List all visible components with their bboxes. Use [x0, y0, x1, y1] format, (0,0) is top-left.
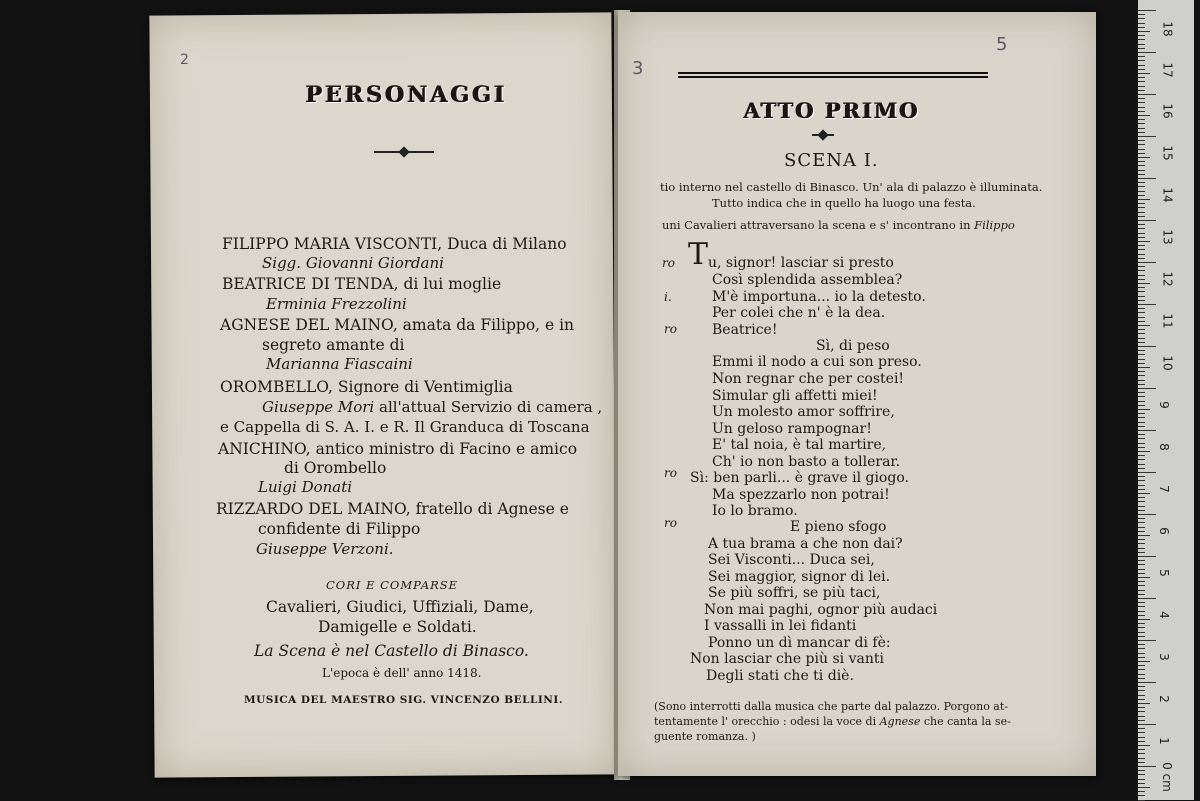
ruler-tick	[1138, 149, 1145, 150]
ruler-tick	[1138, 203, 1145, 204]
ruler-tick	[1138, 472, 1156, 473]
ruler-tick	[1138, 518, 1145, 519]
ruler-tick	[1138, 426, 1145, 427]
ruler-tick	[1138, 409, 1150, 410]
ruler-tick	[1138, 367, 1150, 368]
ruler-tick	[1138, 325, 1150, 326]
ruler-tick	[1138, 140, 1145, 141]
ruler-tick	[1138, 510, 1145, 511]
verse-line: Per colei che n' è la dea.	[712, 305, 886, 321]
ruler-tick	[1138, 674, 1145, 675]
ruler-label: 0 cm	[1159, 762, 1174, 792]
ruler-tick	[1138, 262, 1156, 263]
verse-line: Ch' io non basto a tollerar.	[712, 454, 901, 470]
ruler-tick	[1138, 678, 1145, 679]
ruler-tick	[1138, 716, 1145, 717]
ruler-tick	[1138, 207, 1145, 208]
ruler-tick	[1138, 682, 1156, 683]
scene-description-1: tio interno nel castello di Binasco. Un' ala di palazzo è illuminata.	[660, 180, 1043, 194]
ruler-tick	[1138, 661, 1150, 662]
ruler-tick	[1138, 333, 1145, 334]
ruler-tick	[1138, 493, 1150, 494]
ruler-tick	[1138, 170, 1145, 171]
ruler-tick	[1138, 153, 1145, 154]
verse-line: Ma spezzarlo non potrai!	[712, 487, 890, 503]
ruler-tick	[1138, 48, 1145, 49]
ruler-tick	[1138, 690, 1145, 691]
ruler-tick	[1138, 791, 1145, 792]
verse-line: Sì, di peso	[816, 338, 890, 354]
ruler-tick	[1138, 10, 1156, 11]
flourish-ornament	[374, 147, 434, 157]
ruler-tick	[1138, 317, 1145, 318]
ruler-tick	[1138, 107, 1145, 108]
verse-line: Non regnar che per costei!	[712, 371, 905, 387]
ruler-tick	[1138, 245, 1145, 246]
cori-line-2: Damigelle e Soldati.	[318, 618, 477, 636]
ruler-tick	[1138, 18, 1145, 19]
cast-name-cont: confidente di Filippo	[258, 520, 421, 538]
ruler-tick	[1138, 443, 1145, 444]
ruler-tick	[1138, 98, 1145, 99]
scene-description-text: uni Cavalieri attraversano la scena e s' incontrano in	[662, 218, 971, 232]
ruler-tick	[1138, 157, 1150, 158]
ruler-tick	[1138, 770, 1145, 771]
ruler-tick	[1138, 745, 1150, 746]
ruler-tick	[1138, 581, 1145, 582]
musica-credit: MUSICA DEL MAESTRO SIG. VINCENZO BELLINI.	[244, 694, 563, 706]
ruler-tick	[1138, 312, 1145, 313]
ruler-tick	[1138, 737, 1145, 738]
ruler-label: 13	[1160, 229, 1175, 245]
verse-line: A tua brama a che non dai?	[708, 536, 903, 552]
stage-direction-2	[654, 715, 1011, 728]
cast-note-cont: e Cappella di S. A. I. e R. Il Granduca di Toscana	[220, 418, 590, 436]
ruler-tick	[1138, 287, 1145, 288]
cast-name: OROMBELLO, Signore di Ventimiglia	[220, 378, 513, 396]
ruler-tick	[1138, 279, 1145, 280]
scene-description-3	[662, 218, 1015, 232]
ruler-tick	[1138, 14, 1145, 15]
ruler-tick	[1138, 514, 1156, 515]
ruler-label: 18	[1160, 21, 1175, 37]
personaggi-title: PERSONAGGI	[306, 82, 508, 108]
ruler-tick	[1138, 653, 1145, 654]
ruler-tick	[1138, 191, 1145, 192]
ruler-tick	[1138, 430, 1156, 431]
ruler-tick	[1138, 371, 1145, 372]
ruler-tick	[1138, 699, 1145, 700]
ruler-tick	[1138, 65, 1145, 66]
ruler-tick	[1138, 644, 1145, 645]
ruler-label: 3	[1156, 653, 1171, 661]
cast-name-cont: segreto amante di	[262, 336, 405, 354]
ruler-tick	[1138, 195, 1145, 196]
ruler-label: 16	[1160, 103, 1175, 119]
verse-line: Io lo bramo.	[712, 503, 798, 519]
ruler-tick	[1138, 128, 1145, 129]
speaker-cue: ro	[664, 322, 677, 336]
ruler-tick	[1138, 111, 1145, 112]
ruler-label: 4	[1156, 611, 1171, 619]
ruler-tick	[1138, 296, 1145, 297]
ruler-tick	[1138, 594, 1145, 595]
ruler-tick	[1138, 732, 1145, 733]
ruler-label: 14	[1160, 187, 1175, 203]
cori-line-1: Cavalieri, Giudici, Uffiziali, Dame,	[266, 598, 534, 616]
ruler-tick	[1138, 774, 1145, 775]
ruler-tick	[1138, 384, 1145, 385]
ruler-label: 11	[1160, 313, 1175, 329]
ruler-tick	[1138, 598, 1156, 599]
ruler-tick	[1138, 451, 1150, 452]
ruler-label: 15	[1160, 145, 1175, 161]
ruler-tick	[1138, 766, 1156, 767]
cast-name: BEATRICE DI TENDA, di lui moglie	[222, 275, 502, 293]
verse-line: Ponno un dì mancar di fè:	[708, 635, 891, 651]
ruler-tick	[1138, 447, 1145, 448]
ruler-tick	[1138, 438, 1145, 439]
ruler-tick	[1138, 590, 1145, 591]
ruler-tick	[1138, 501, 1145, 502]
ruler-tick	[1138, 413, 1145, 414]
ruler-tick	[1138, 531, 1145, 532]
ruler-tick	[1138, 434, 1145, 435]
verse-line: E' tal noia, è tal martire,	[712, 437, 887, 453]
cast-name: FILIPPO MARIA VISCONTI, Duca di Milano	[222, 235, 567, 253]
ruler-tick	[1138, 212, 1145, 213]
ruler-tick	[1138, 405, 1145, 406]
ruler-label: 10	[1160, 355, 1175, 371]
ruler-tick	[1138, 300, 1145, 301]
ruler-tick	[1138, 552, 1145, 553]
verse-line: Simular gli affetti miei!	[712, 388, 878, 404]
ruler-tick	[1138, 392, 1145, 393]
verse-line: Un geloso rampognar!	[712, 421, 872, 437]
ruler-tick	[1138, 249, 1145, 250]
ruler-tick	[1138, 539, 1145, 540]
ruler-tick	[1138, 762, 1145, 763]
atto-title: ATTO PRIMO	[744, 98, 920, 123]
header-rule	[678, 72, 988, 84]
ruler-tick	[1138, 23, 1145, 24]
ruler-tick	[1138, 39, 1145, 40]
ruler-tick	[1138, 258, 1145, 259]
ruler-tick	[1138, 275, 1145, 276]
ruler-tick	[1138, 31, 1150, 32]
verse-line: Non lasciar che più si vanti	[690, 651, 884, 667]
cori-title: CORI E COMPARSE	[326, 578, 459, 592]
verse-line: Non mai paghi, ognor più audaci	[704, 602, 938, 618]
ruler-tick	[1138, 535, 1150, 536]
ruler-tick	[1138, 359, 1145, 360]
ruler-tick	[1138, 695, 1145, 696]
ruler-tick	[1138, 703, 1150, 704]
ruler-tick	[1138, 224, 1145, 225]
ruler-tick	[1138, 396, 1145, 397]
measuring-ruler	[1138, 0, 1194, 800]
ruler-tick	[1138, 102, 1145, 103]
ruler-tick	[1138, 363, 1145, 364]
stage-direction-text: tentamente l' orecchio : odesi la voce di	[654, 715, 877, 728]
pencil-page-number-corner: 5	[996, 34, 1008, 55]
ruler-tick	[1138, 346, 1156, 347]
ruler-tick	[1138, 741, 1145, 742]
ruler-tick	[1138, 342, 1145, 343]
ruler-tick	[1138, 611, 1145, 612]
ruler-tick	[1138, 459, 1145, 460]
epoca-line: L'epoca è dell' anno 1418.	[322, 666, 482, 680]
ruler-tick	[1138, 237, 1145, 238]
ruler-tick	[1138, 573, 1145, 574]
character-name: Filippo	[974, 218, 1015, 232]
ruler-tick	[1138, 329, 1145, 330]
ruler-tick	[1138, 615, 1145, 616]
ruler-tick	[1138, 241, 1150, 242]
speaker-cue: ro	[662, 256, 675, 270]
ruler-tick	[1138, 233, 1145, 234]
ruler-tick	[1138, 560, 1145, 561]
ruler-tick	[1138, 228, 1145, 229]
ruler-tick	[1138, 304, 1156, 305]
scena-title: SCENA I.	[784, 150, 879, 171]
speaker-cue: i.	[664, 290, 672, 304]
ruler-tick	[1138, 308, 1145, 309]
ruler-tick	[1138, 602, 1145, 603]
ruler-tick	[1138, 350, 1145, 351]
verse-line: Sei maggior, signor di lei.	[708, 569, 891, 585]
cast-name: AGNESE DEL MAINO, amata da Filippo, e in	[220, 316, 575, 334]
ruler-tick	[1138, 161, 1145, 162]
ruler-label: 5	[1156, 569, 1171, 577]
ruler-tick	[1138, 27, 1145, 28]
pencil-page-number-right: 3	[632, 58, 644, 79]
ruler-tick	[1138, 753, 1145, 754]
stage-direction-3: guente romanza. )	[654, 730, 756, 743]
ruler-tick	[1138, 199, 1150, 200]
ruler-tick	[1138, 506, 1145, 507]
ruler-tick	[1138, 73, 1150, 74]
cast-performer: Marianna Fiascaini	[266, 355, 413, 373]
ruler-tick	[1138, 90, 1145, 91]
ruler-tick	[1138, 489, 1145, 490]
ruler-tick	[1138, 485, 1145, 486]
verse-line: Sì: ben parli... è grave il giogo.	[690, 470, 909, 486]
drop-cap: T	[688, 237, 709, 272]
ruler-tick	[1138, 627, 1145, 628]
ruler-tick	[1138, 266, 1145, 267]
ruler-tick	[1138, 543, 1145, 544]
ruler-tick	[1138, 56, 1145, 57]
ruler-tick	[1138, 669, 1145, 670]
ruler-label: 9	[1156, 401, 1171, 409]
ruler-tick	[1138, 165, 1145, 166]
ruler-tick	[1138, 476, 1145, 477]
verse-line: E pieno sfogo	[790, 519, 887, 535]
ruler-tick	[1138, 564, 1145, 565]
ruler-tick	[1138, 795, 1145, 796]
ruler-tick	[1138, 354, 1145, 355]
ruler-tick	[1138, 401, 1145, 402]
cast-performer: Erminia Frezzolini	[266, 295, 407, 313]
ruler-tick	[1138, 686, 1145, 687]
ruler-tick	[1138, 556, 1156, 557]
cast-performer: Giuseppe Verzoni.	[256, 540, 394, 558]
ruler-tick	[1138, 216, 1145, 217]
verse-line: Così splendida assemblea?	[712, 272, 903, 288]
stage-direction-text: che canta la se-	[923, 715, 1011, 728]
ruler-tick	[1138, 144, 1145, 145]
verse-line: Degli stati che ti diè.	[706, 668, 854, 684]
ruler-label: 7	[1156, 485, 1171, 493]
ruler-tick	[1138, 178, 1156, 179]
cast-performer-line	[262, 398, 602, 417]
ruler-tick	[1138, 132, 1145, 133]
ruler-tick	[1138, 380, 1145, 381]
ruler-tick	[1138, 123, 1145, 124]
ruler-tick	[1138, 640, 1156, 641]
ruler-tick	[1138, 707, 1145, 708]
cast-performer: Giuseppe Mori	[262, 398, 375, 416]
ruler-tick	[1138, 270, 1145, 271]
character-name: Agnese	[879, 715, 921, 728]
ruler-tick	[1138, 388, 1156, 389]
ruler-tick	[1138, 136, 1156, 137]
ruler-tick	[1138, 569, 1145, 570]
ruler-tick	[1138, 94, 1156, 95]
verse-line: Sei Visconti... Duca sei,	[708, 552, 875, 568]
verse-line: Emmi il nodo a cui son preso.	[712, 354, 922, 370]
ruler-label: 1	[1156, 737, 1171, 745]
cast-name-cont: di Orombello	[284, 459, 387, 477]
ruler-tick	[1138, 480, 1145, 481]
ruler-tick	[1138, 81, 1145, 82]
ruler-tick	[1138, 724, 1156, 725]
ruler-tick	[1138, 52, 1156, 53]
ruler-tick	[1138, 548, 1145, 549]
cast-note: all'attual Servizio di camera ,	[379, 398, 603, 416]
ruler-tick	[1138, 648, 1145, 649]
ruler-label: 2	[1156, 695, 1171, 703]
ruler-tick	[1138, 338, 1145, 339]
flourish-ornament	[812, 130, 834, 140]
verse-line: Un molesto amor soffrire,	[712, 404, 895, 420]
ruler-tick	[1138, 254, 1145, 255]
scena-location: La Scena è nel Castello di Binasco.	[254, 642, 529, 660]
ruler-tick	[1138, 186, 1145, 187]
cast-name: ANICHINO, antico ministro di Facino e amico	[218, 440, 578, 458]
stage-direction-1: (Sono interrotti dalla musica che parte dal palazzo. Porgono at-	[654, 700, 1009, 713]
ruler-tick	[1138, 283, 1150, 284]
ruler-tick	[1138, 636, 1145, 637]
ruler-label: 6	[1156, 527, 1171, 535]
ruler-tick	[1138, 779, 1145, 780]
verse-line: u, signor! lasciar si presto	[708, 255, 894, 271]
ruler-label: 8	[1156, 443, 1171, 451]
verse-line: Se più soffri, se più taci,	[708, 585, 881, 601]
ruler-tick	[1138, 606, 1145, 607]
verse-line: Beatrice!	[712, 322, 778, 338]
cast-name: RIZZARDO DEL MAINO, fratello di Agnese e	[216, 500, 569, 518]
ruler-tick	[1138, 60, 1145, 61]
ruler-tick	[1138, 657, 1145, 658]
ruler-tick	[1138, 468, 1145, 469]
cast-performer: Sigg. Giovanni Giordani	[262, 254, 444, 272]
ruler-tick	[1138, 35, 1145, 36]
verse-line: I vassalli in lei fidanti	[704, 618, 857, 634]
ruler-tick	[1138, 758, 1145, 759]
ruler-tick	[1138, 665, 1145, 666]
ruler-tick	[1138, 464, 1145, 465]
ruler-tick	[1138, 375, 1145, 376]
ruler-tick	[1138, 787, 1150, 788]
ruler-tick	[1138, 522, 1145, 523]
ruler-tick	[1138, 577, 1150, 578]
speaker-cue: ro	[664, 466, 677, 480]
ruler-tick	[1138, 44, 1145, 45]
pencil-page-number-left: 2	[180, 52, 189, 68]
scene-description-2: Tutto indica che in quello ha luogo una festa.	[712, 196, 976, 210]
ruler-tick	[1138, 417, 1145, 418]
verse-line: M'è importuna... io la detesto.	[712, 289, 926, 305]
ruler-tick	[1138, 119, 1145, 120]
ruler-tick	[1138, 728, 1145, 729]
cast-performer: Luigi Donati	[258, 478, 353, 496]
ruler-tick	[1138, 585, 1145, 586]
ruler-tick	[1138, 497, 1145, 498]
ruler-tick	[1138, 174, 1145, 175]
ruler-tick	[1138, 749, 1145, 750]
ruler-tick	[1138, 69, 1145, 70]
ruler-tick	[1138, 115, 1150, 116]
ruler-tick	[1138, 77, 1145, 78]
ruler-label: 17	[1160, 62, 1175, 78]
ruler-tick	[1138, 291, 1145, 292]
ruler-label: 12	[1160, 271, 1175, 287]
ruler-tick	[1138, 783, 1145, 784]
ruler-tick	[1138, 623, 1145, 624]
ruler-tick	[1138, 422, 1145, 423]
ruler-tick	[1138, 455, 1145, 456]
ruler-tick	[1138, 321, 1145, 322]
ruler-tick	[1138, 632, 1145, 633]
ruler-tick	[1138, 220, 1156, 221]
ruler-tick	[1138, 711, 1145, 712]
ruler-tick	[1138, 527, 1145, 528]
speaker-cue: ro	[664, 516, 677, 530]
ruler-tick	[1138, 182, 1145, 183]
ruler-tick	[1138, 86, 1145, 87]
ruler-tick	[1138, 619, 1150, 620]
ruler-tick	[1138, 720, 1145, 721]
